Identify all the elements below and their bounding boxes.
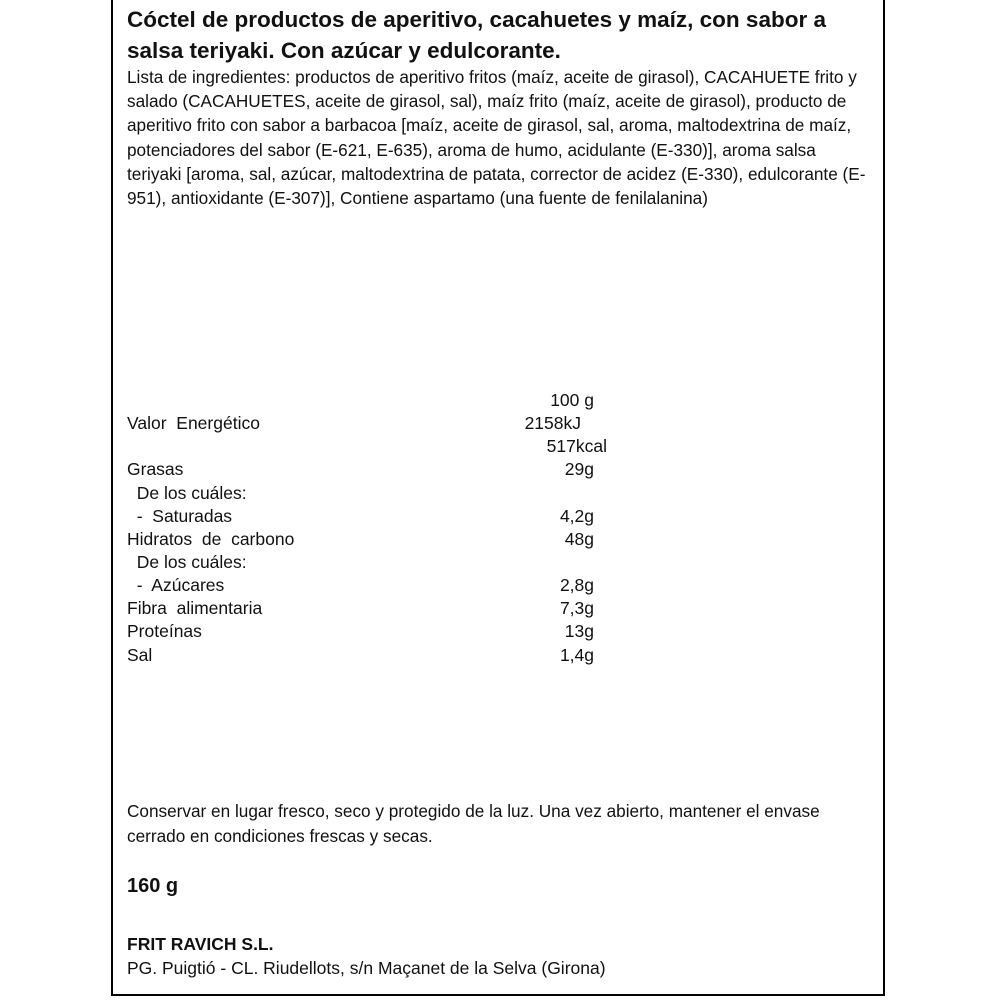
nutrition-label: - Azúcares bbox=[127, 575, 225, 595]
net-weight: 160 g bbox=[127, 875, 179, 897]
nutrition-value: 13g bbox=[564, 621, 594, 641]
nutrition-value: 4,2g bbox=[559, 506, 594, 526]
nutrition-label: Fibra alimentaria bbox=[127, 598, 263, 618]
nutrition-row-carbs-sub bbox=[127, 550, 587, 574]
company-address: PG. Puigtió - CL. Riudellots, s/n Maçanet de la Selva (Girona) bbox=[127, 958, 606, 978]
nutrition-header: 100 g bbox=[550, 390, 594, 410]
nutrition-value: 517kcal bbox=[546, 436, 607, 456]
nutrition-row-sugars bbox=[127, 573, 594, 597]
nutrition-row-energy-kcal bbox=[127, 434, 607, 458]
nutrition-value: 29g bbox=[564, 459, 594, 479]
nutrition-row-saturated bbox=[127, 504, 594, 528]
nutrition-label: De los cuáles: bbox=[127, 552, 247, 572]
nutrition-row-fat-sub bbox=[127, 481, 587, 505]
product-title: Cóctel de productos de aperitivo, cacahuetes y maíz, con sabor a salsa teriyaki. Con azúcar y edulcorante. bbox=[127, 7, 826, 63]
nutrition-label: Valor Energético bbox=[127, 413, 260, 433]
nutrition-value: 48g bbox=[564, 529, 594, 549]
nutrition-row-fat bbox=[127, 457, 594, 481]
ingredients-list: Lista de ingredientes: productos de aperitivo fritos (maíz, aceite de girasol), CACAHUETE frito y salado (CACAHUETES, aceite de girasol, sal), maíz frito (maíz, aceite de girasol), producto de aperitivo frito con sabor a barbacoa [maíz, aceite de girasol, sal, aroma, maltodextrina de maíz, potenciadores del sabor (E-621, E-635), aroma de humo, acidulante (E-330)], aroma salsa teriyaki [aroma, sal, azúcar, maltodextrina de patata, corrector de acidez (E-330), edulcorante (E-951), antioxidante (E-307)], Contiene aspartamo (una fuente de fenilalanina) bbox=[127, 67, 866, 209]
nutrition-label: Proteínas bbox=[127, 621, 202, 641]
nutrition-value: 2,8g bbox=[559, 575, 594, 595]
nutrition-value: 1,4g bbox=[559, 645, 594, 665]
storage-instructions: Conservar en lugar fresco, seco y protegido de la luz. Una vez abierto, mantener el envase cerrado en condiciones frescas y secas. bbox=[127, 801, 820, 846]
nutrition-row-salt bbox=[127, 643, 594, 667]
nutrition-value: 7,3g bbox=[559, 598, 594, 618]
nutrition-label: Sal bbox=[127, 645, 153, 665]
nutrition-label: - Saturadas bbox=[127, 506, 233, 526]
company-name: FRIT RAVICH S.L. bbox=[127, 934, 274, 954]
nutrition-row-fiber bbox=[127, 596, 594, 620]
nutrition-header-row bbox=[127, 388, 594, 412]
nutrition-value: 2158kJ bbox=[524, 413, 581, 433]
nutrition-label: De los cuáles: bbox=[127, 483, 247, 503]
nutrition-label: Grasas bbox=[127, 459, 184, 479]
nutrition-label: Hidratos de carbono bbox=[127, 529, 295, 549]
nutrition-row-energy-kj bbox=[127, 411, 587, 435]
nutrition-row-protein bbox=[127, 619, 594, 643]
nutrition-row-carbs bbox=[127, 527, 594, 551]
